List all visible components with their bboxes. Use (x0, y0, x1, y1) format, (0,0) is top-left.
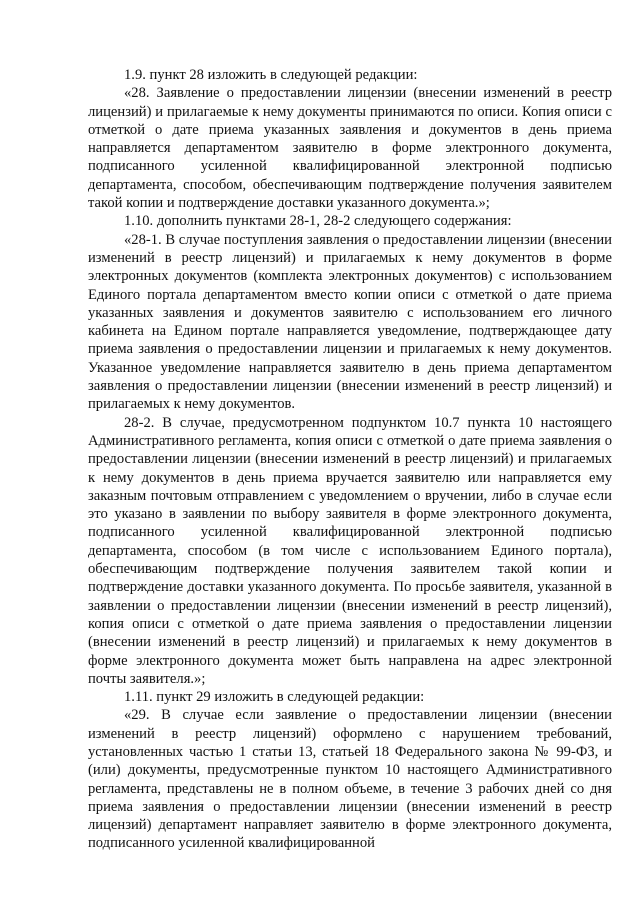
paragraph-28-1: «28-1. В случае поступления заявления о предоставлении лицензии (внесении изменений в реестр лицензий) и прилагаемых к нему документов в форме электронных документов (комплекта электронных документов) с использованием Единого портала департаментом вместо копии описи с отметкой о дате приема указанных заявления и документов заявителю с использованием его личного кабинета на Едином портале направляется уведомление, подтверждающее дату приема заявления о предоставлении лицензии и прилагаемых к нему документов. Указанное уведомление направляется заявителю в день приема департаментом заявления о предоставлении лицензии (внесении изменений в реестр лицензий) и прилагаемых к нему документов. (88, 231, 612, 413)
paragraph-1-9: 1.9. пункт 28 изложить в следующей редакции: (124, 67, 418, 83)
paragraph-28: «28. Заявление о предоставлении лицензии (внесении изменений в реестр лицензий) и прилагаемые к нему документы принимаются по описи. Копия описи с отметкой о дате приема указанных заявления и документов в день приема направляется департаментом заявителю в форме электронного документа, подписанного усиленной квалифицированной электронной подписью департамента, способом, обеспечивающим подтверждение получения заявителем такой копии и подтверждение доставки указанного документа.»; (88, 85, 612, 212)
paragraph-29: «29. В случае если заявление о предоставлении лицензии (внесении изменений в реестр лицензий) оформлено с нарушением требований, установленных частью 1 статьи 13, статьей 18 Федерального закона № 99-ФЗ, и (или) документы, предусмотренные пунктом 10 настоящего Административного регламента, представлены не в полном объеме, в течение 3 рабочих дней со дня приема заявления о предоставлении лицензии (внесении изменений в реестр лицензий) департамент направляет заявителю в форме электронного документа, подписанного усиленной квалифицированной (88, 707, 612, 852)
paragraph-1-10: 1.10. дополнить пунктами 28-1, 28-2 следующего содержания: (124, 213, 512, 230)
paragraph-1-11: 1.11. пункт 29 изложить в следующей редакции: (124, 689, 425, 706)
paragraph-28-2: 28-2. В случае, предусмотренном подпунктом 10.7 пункта 10 настоящего Административного регламента, копия описи с отметкой о дате приема заявления о предоставлении лицензии (внесении изменений в реестр лицензий) и прилагаемых к нему документов в день приема вручается заявителю или направляется ему заказным почтовым отправлением с уведомлением о вручении, либо в случае если это указано в заявлении по выбору заявителя в форме электронного документа, подписанного усиленной квалифицированной электронной подписью департамента, способом (в том числе с использованием Единого портала), обеспечивающим подтверждение получения заявителем такой копии и подтверждение доставки указанного документа. По просьбе заявителя, указанной в заявлении о предоставлении лицензии (внесении изменений в реестр лицензий), копия описи с отметкой о дате приема заявления о предоставлении лицензии (внесении изменений в реестр лицензий) и прилагаемых к нему документов в форме электронного документа может быть направлена на адрес электронной почты заявителя.»; (88, 414, 612, 687)
document-page (88, 66, 612, 853)
